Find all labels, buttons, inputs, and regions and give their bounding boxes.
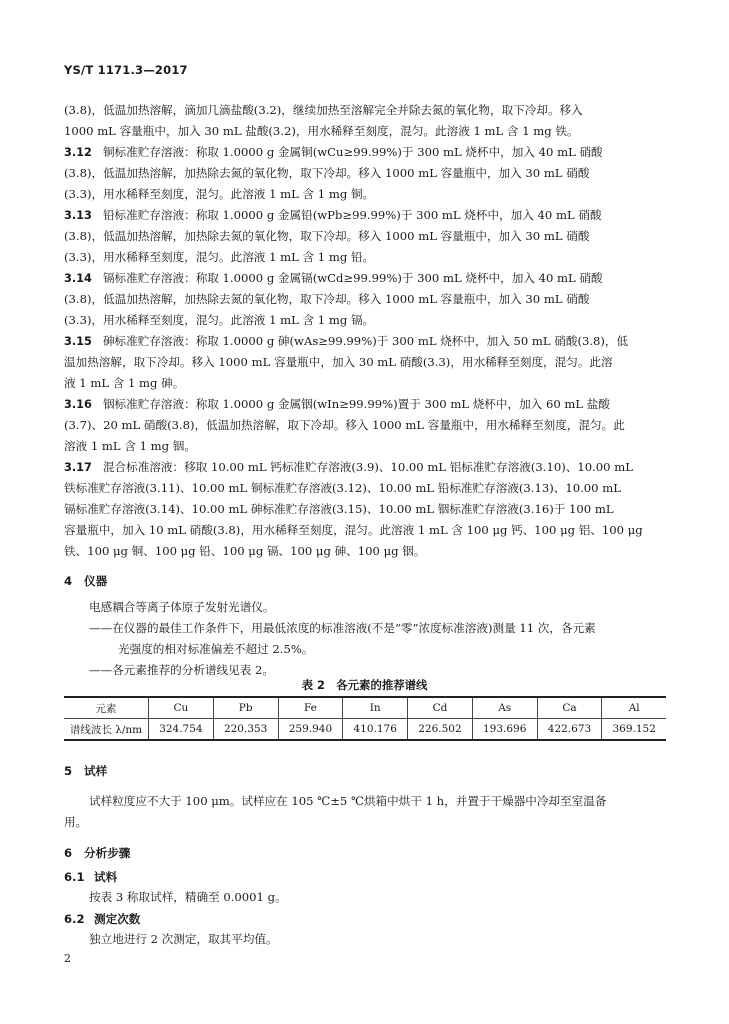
section-6-2-heading xyxy=(64,911,140,927)
clause-3-13 xyxy=(64,208,664,223)
text-line: 液 1 mL 含 1 mg 砷。 xyxy=(64,376,185,390)
text-line: (3.8)，低温加热溶解，加热除去氮的氧化物，取下冷却。移入 1000 mL 容量瓶中，加入 30 mL 硝酸 xyxy=(64,166,590,180)
clause-number: 3.13 xyxy=(64,209,92,222)
clause-3-16 xyxy=(64,397,664,412)
text-line: 电感耦合等离子体原子发射光谱仪。 xyxy=(89,600,275,614)
section-title: 测定次数 xyxy=(94,912,141,926)
clause-text: 铜标准贮存溶液：称取 1.0000 g 金属铜(wCu≥99.99%)于 300 mL 烧杯中，加入 40 mL 硝酸 xyxy=(102,145,603,159)
section-6-heading xyxy=(64,845,130,861)
table-cell: Ca xyxy=(537,697,602,719)
table-cell: 谱线波长 λ/nm xyxy=(64,719,149,741)
section-number: 6.1 xyxy=(64,870,85,884)
text-line: (3.7)、20 mL 硝酸(3.8)，低温加热溶解，取下冷却。移入 1000 mL 容量瓶中，用水稀释至刻度，混匀。此 xyxy=(64,418,625,432)
table-cell: In xyxy=(343,697,408,719)
clause-number: 3.16 xyxy=(64,398,92,411)
text-line: 铁、100 μg 铜、100 μg 铅、100 μg 镉、100 μg 砷、100 μg 铟。 xyxy=(64,544,426,558)
table-caption: 表 2 各元素的推荐谱线 xyxy=(301,678,428,692)
table-cell: 259.940 xyxy=(278,719,343,741)
clause-number: 3.14 xyxy=(64,272,92,285)
section-number: 5 xyxy=(64,764,73,778)
section-number: 6 xyxy=(64,846,73,860)
section-4-heading xyxy=(64,573,107,589)
text-line: 按表 3 称取试样，精确至 0.0001 g。 xyxy=(89,890,287,904)
text-line: 1000 mL 容量瓶中，加入 30 mL 盐酸(3.2)，用水稀释至刻度，混匀。此溶液 1 mL 含 1 mg 铁。 xyxy=(64,124,579,138)
text-line: (3.3)，用水稀释至刻度，混匀。此溶液 1 mL 含 1 mg 铜。 xyxy=(64,187,375,201)
table-row xyxy=(64,719,666,741)
text-line: 容量瓶中，加入 10 mL 硝酸(3.8)，用水稀释至刻度，混匀。此溶液 1 mL 含 100 μg 钙、100 μg 铝、100 μg xyxy=(64,523,643,537)
table-cell: 226.502 xyxy=(408,719,473,741)
table-cell: 324.754 xyxy=(149,719,214,741)
table-header-row xyxy=(64,697,666,719)
table-cell: Pb xyxy=(213,697,278,719)
text-line: (3.8)，低温加热溶解，加热除去氮的氧化物，取下冷却。移入 1000 mL 容量瓶中，加入 30 mL 硝酸 xyxy=(64,229,590,243)
section-title: 分析步骤 xyxy=(84,846,131,860)
table-cell: 220.353 xyxy=(213,719,278,741)
text-line: 用。 xyxy=(64,815,88,829)
clause-text: 砷标准贮存溶液：称取 1.0000 g 砷(wAs≥99.99%)于 300 mL 烧杯中，加入 50 mL 硝酸(3.8)，低 xyxy=(102,334,629,348)
text-line: ——在仪器的最佳工作条件下，用最低浓度的标准溶液(不是“零”浓度标准溶液)测量 11 次，各元素 xyxy=(89,621,596,635)
table-cell: Al xyxy=(602,697,666,719)
text-line: 铁标准贮存溶液(3.11)、10.00 mL 铜标准贮存溶液(3.12)、10.00 mL 铅标准贮存溶液(3.13)、10.00 mL xyxy=(64,481,621,495)
text-line: (3.3)，用水稀释至刻度，混匀。此溶液 1 mL 含 1 mg 镉。 xyxy=(64,313,375,327)
table-cell: 元素 xyxy=(64,697,149,719)
table-cell: Cu xyxy=(149,697,214,719)
table-cell: As xyxy=(472,697,537,719)
text-line: 独立地进行 2 次测定，取其平均值。 xyxy=(89,932,278,946)
clause-number: 3.12 xyxy=(64,146,92,159)
table-cell: 422.673 xyxy=(537,719,602,741)
section-title: 试料 xyxy=(94,870,118,884)
table-cell: Cd xyxy=(408,697,473,719)
clause-3-12 xyxy=(64,145,664,160)
text-line: 溶液 1 mL 含 1 mg 铟。 xyxy=(64,439,196,453)
clause-3-17 xyxy=(64,460,664,475)
text-line: 试样粒度应不大于 100 μm。试样应在 105 ℃±5 ℃烘箱中烘干 1 h，并置于干燥器中冷却至室温备 xyxy=(89,794,607,808)
page-number: 2 xyxy=(64,952,71,965)
text-line: (3.8)，低温加热溶解，加热除去氮的氧化物，取下冷却。移入 1000 mL 容量瓶中，加入 30 mL 硝酸 xyxy=(64,292,590,306)
clause-number: 3.15 xyxy=(64,335,92,348)
table-cell: Fe xyxy=(278,697,343,719)
table-cell: 369.152 xyxy=(602,719,666,741)
clause-text: 镉标准贮存溶液：称取 1.0000 g 金属镉(wCd≥99.99%)于 300 mL 烧杯中，加入 40 mL 硝酸 xyxy=(102,271,603,285)
table-cell: 410.176 xyxy=(343,719,408,741)
clause-text: 铅标准贮存溶液：称取 1.0000 g 金属铅(wPb≥99.99%)于 300 mL 烧杯中，加入 40 mL 硝酸 xyxy=(102,208,602,222)
text-line: (3.3)，用水稀释至刻度，混匀。此溶液 1 mL 含 1 mg 铅。 xyxy=(64,250,375,264)
clause-text: 铟标准贮存溶液：称取 1.0000 g 金属铟(wIn≥99.99%)置于 300 mL 烧杯中，加入 60 mL 盐酸 xyxy=(102,397,610,411)
section-6-1-heading xyxy=(64,869,117,885)
section-number: 4 xyxy=(64,574,73,588)
section-title: 试样 xyxy=(84,764,108,778)
clause-3-15 xyxy=(64,334,664,349)
text-line: 温加热溶解，取下冷却。移入 1000 mL 容量瓶中，加入 30 mL 硝酸(3.3)，用水稀释至刻度，混匀。此溶 xyxy=(64,355,613,369)
section-number: 6.2 xyxy=(64,912,85,926)
section-5-heading xyxy=(64,763,107,779)
text-line: ——各元素推荐的分析谱线见表 2。 xyxy=(89,663,274,677)
text-line: (3.8)，低温加热溶解，滴加几滴盐酸(3.2)，继续加热至溶解完全并除去氮的氧化物，取下冷却。移入 xyxy=(64,103,583,117)
spectral-lines-table xyxy=(64,696,666,741)
text-line: 镉标准贮存溶液(3.14)、10.00 mL 砷标准贮存溶液(3.15)、10.00 mL 铟标准贮存溶液(3.16)于 100 mL xyxy=(64,502,614,516)
standard-number-header: YS/T 1171.3—2017 xyxy=(64,63,188,77)
text-line: 光强度的相对标准偏差不超过 2.5%。 xyxy=(118,642,314,656)
clause-number: 3.17 xyxy=(64,461,92,474)
table-cell: 193.696 xyxy=(472,719,537,741)
section-title: 仪器 xyxy=(84,574,108,588)
clause-3-14 xyxy=(64,271,664,286)
clause-text: 混合标准溶液：移取 10.00 mL 钙标准贮存溶液(3.9)、10.00 mL 铝标准贮存溶液(3.10)、10.00 mL xyxy=(102,460,633,474)
